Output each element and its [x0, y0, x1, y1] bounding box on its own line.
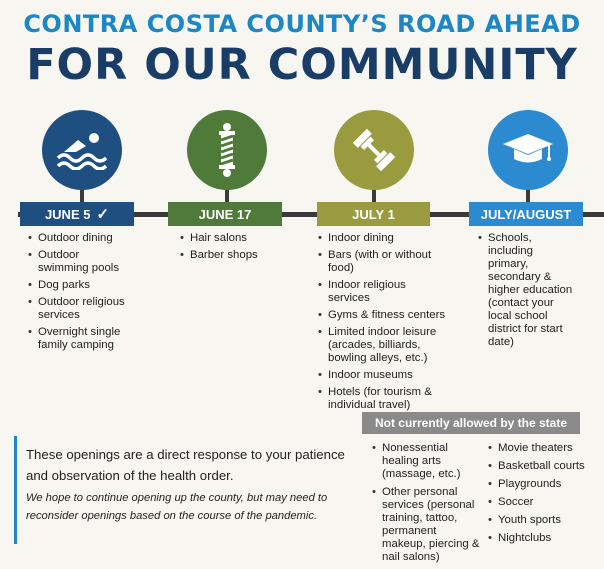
circle-june5: [42, 110, 122, 190]
list-item: • Hotels (for tourism & individual travel): [328, 386, 446, 412]
list-item: • Movie theaters: [498, 442, 586, 455]
list-item: • Outdoor swimming pools: [38, 249, 126, 275]
graduation-cap-icon: [501, 130, 555, 170]
list-item: • Indoor dining: [328, 232, 446, 245]
label-june17: [168, 202, 282, 226]
note-main-text: These openings are a direct response to your patience and observation of the health order.: [26, 447, 345, 483]
barber-pole-icon: [212, 122, 242, 178]
list-july1: [316, 232, 446, 416]
list-item: • Playgrounds: [498, 478, 586, 491]
list-item: • Overnight single family camping: [38, 326, 126, 352]
list-item: • Soccer: [498, 496, 586, 509]
label-july1-text: JULY 1: [352, 206, 395, 222]
list-item: • Gyms & fitness centers: [328, 309, 446, 322]
list-item: • Indoor religious services: [328, 279, 446, 305]
list-item: • Basketball courts: [498, 460, 586, 473]
title-line-1: CONTRA COSTA COUNTY’S ROAD AHEAD: [23, 10, 581, 38]
list-item: • Nonessential healing arts (massage, etc.): [382, 442, 480, 481]
check-icon: ✓: [96, 206, 110, 223]
list-june5: [26, 232, 126, 356]
list-june17: [178, 232, 288, 266]
circle-july-august: [488, 110, 568, 190]
list-item: • Other personal services (personal training, tattoo, permanent makeup, piercing & nail salons): [382, 486, 480, 564]
list-july-august: [476, 232, 576, 353]
list-item: • Bars (with or without food): [328, 249, 446, 275]
list-item: • Outdoor dining: [38, 232, 126, 245]
circle-june17: [187, 110, 267, 190]
circle-july1: [334, 110, 414, 190]
list-item: • Nightclubs: [498, 532, 586, 545]
title-line-2: FOR OUR COMMUNITY: [26, 40, 578, 90]
list-item: • Indoor museums: [328, 369, 446, 382]
list-item: • Limited indoor leisure (arcades, billiards, bowling alleys, etc.): [328, 326, 446, 365]
label-june5: [20, 202, 134, 226]
list-item: • Barber shops: [190, 249, 288, 262]
list-item: • Hair salons: [190, 232, 288, 245]
note-accent-bar: [14, 436, 17, 544]
list-item: • Youth sports: [498, 514, 586, 527]
not-allowed-right-list: [486, 442, 586, 550]
list-item: • Outdoor religious services: [38, 296, 126, 322]
not-allowed-header: Not currently allowed by the state: [362, 412, 580, 434]
note-sub-text: We hope to continue opening up the county, but may need to reconsider openings based on the course of the pandemic.: [26, 492, 328, 522]
not-allowed-left-list: [370, 442, 480, 569]
label-june17-text: JUNE 17: [198, 206, 252, 222]
swimmer-icon: [56, 130, 108, 170]
label-july-august-text: JULY/AUGUST: [480, 206, 572, 222]
list-item: • Dog parks: [38, 279, 126, 292]
label-july1: [317, 202, 430, 226]
dumbbell-icon: [348, 124, 400, 176]
label-june5-text: JUNE 5: [44, 206, 91, 222]
label-july-august: [469, 202, 583, 226]
list-item: • Schools, including primary, secondary & higher education (contact your local school district for start date): [488, 232, 576, 349]
